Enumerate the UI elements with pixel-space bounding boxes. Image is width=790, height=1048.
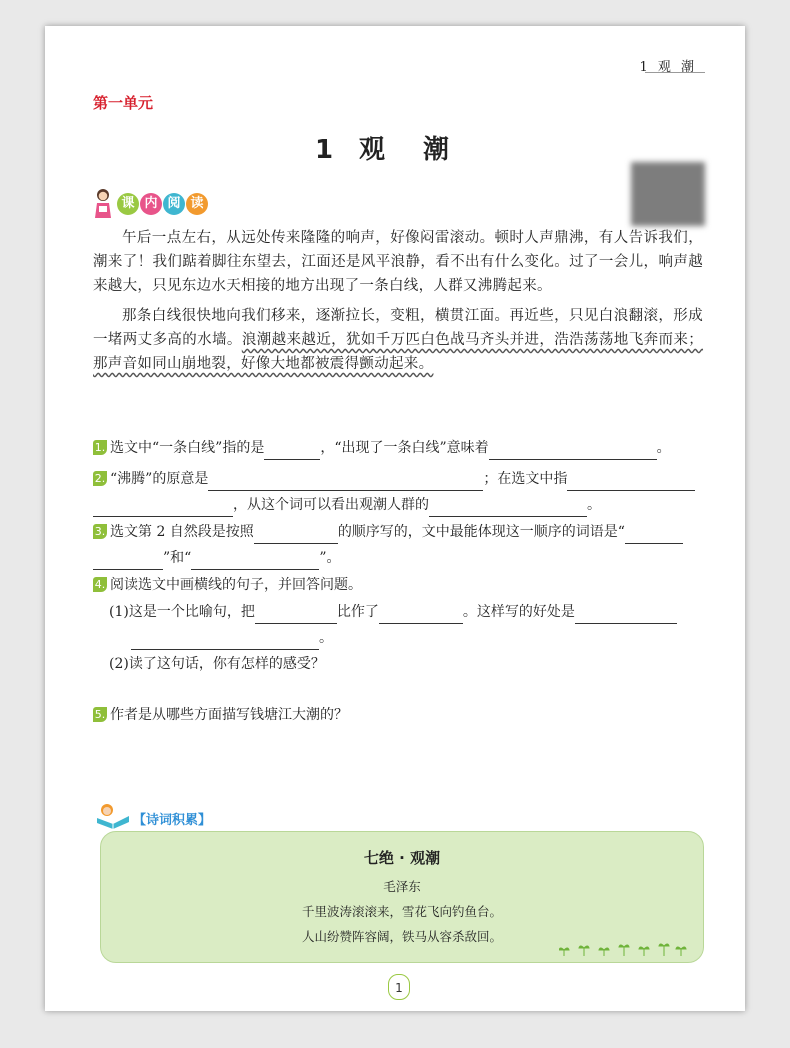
passage-paragraph-1: 午后一点左右，从远处传来隆隆的响声，好像闷雷滚动。顿时人声鼎沸，有人告诉我们，潮来了！我们踮着脚往东望去，江面还是风平浪静，看不出有什么变化。过了一会儿，响声越来越大，只见东边水天相接的地方出现了一条白线，人群又沸腾起来。 <box>93 230 703 294</box>
question-3-text-b: 的顺序写的，文中最能体现这一顺序的词语是“ <box>337 524 625 540</box>
answer-blank[interactable] <box>93 499 233 517</box>
answer-blank[interactable] <box>93 552 163 570</box>
question-number-3: 3. <box>94 525 106 538</box>
question-number-1: 1. <box>94 441 106 454</box>
question-4-sub-1-a: (1)这是一个比喻句，把 <box>109 604 255 620</box>
question-5 <box>93 703 713 727</box>
passage-paragraph-2 <box>93 304 703 376</box>
poem-title: 七绝 · 观潮 <box>363 849 441 867</box>
question-2-text-c: ，从这个词可以看出观潮人群的 <box>233 497 429 513</box>
question-4-sub-1 <box>109 600 729 624</box>
lesson-name: 观 潮 <box>359 135 456 165</box>
question-3-end: ”。 <box>319 550 341 566</box>
answer-blank[interactable] <box>254 526 338 544</box>
question-1-text-b: ，“出现了一条白线”意味着 <box>320 440 489 456</box>
question-5-text: 作者是从哪些方面描写钱塘江大潮的？ <box>110 707 348 723</box>
workbook-page <box>45 26 745 1011</box>
answer-blank[interactable] <box>489 442 657 460</box>
question-4-text: 阅读选文中画横线的句子，并回答问题。 <box>110 577 362 593</box>
question-number-4: 4. <box>94 578 106 591</box>
girl-reading-icon <box>93 188 113 220</box>
question-4-sub-2 <box>109 652 729 676</box>
answer-blank[interactable] <box>208 473 483 491</box>
answer-blank[interactable] <box>264 442 320 460</box>
badge-char-1: 课 <box>117 193 139 215</box>
passage-paragraph-2-plain: 那条白线很快地向我们移来，逐渐拉长，变粗，横贯江面。再近些，只见白浪翻滚，形成一堵两丈多高的水墙。 <box>93 308 703 348</box>
question-4-sub-1-end: 。 <box>319 630 333 646</box>
question-4-sub-1-b: 比作了 <box>336 604 379 620</box>
reading-badge <box>117 193 209 215</box>
question-1-end: 。 <box>656 440 671 456</box>
poem-line-1: 千里波涛滚滚来，雪花飞向钓鱼台。 <box>301 904 502 919</box>
section-badge-reading <box>93 188 209 220</box>
badge-char-2: 内 <box>140 193 162 215</box>
header-rule <box>645 72 705 73</box>
poem-box <box>100 831 704 963</box>
sprouts-decoration-icon <box>559 942 689 956</box>
reading-book-icon <box>95 802 131 830</box>
question-number-2: 2. <box>94 472 106 485</box>
answer-blank[interactable] <box>567 473 695 491</box>
answer-blank[interactable] <box>255 606 337 624</box>
answer-blank[interactable] <box>131 632 319 650</box>
badge-char-4: 读 <box>186 193 208 215</box>
unit-label: 第一单元 <box>93 94 154 112</box>
question-4-sub-1-line-2 <box>131 626 751 650</box>
poem-section-label <box>95 802 211 830</box>
question-1 <box>93 436 713 460</box>
answer-blank[interactable] <box>379 606 463 624</box>
poem-section-title: 【诗词积累】 <box>133 813 212 828</box>
page-number: 1 <box>388 974 410 1000</box>
question-4-sub-2-text: (2)读了这句话，你有怎样的感受？ <box>109 656 325 672</box>
question-2-text-a: “沸腾”的原意是 <box>110 471 209 487</box>
badge-char-3: 阅 <box>163 193 185 215</box>
question-4-sub-1-c: 。这样写的好处是 <box>462 604 575 620</box>
running-header: 1 观 潮 <box>639 60 697 75</box>
question-3-text-c: ”和“ <box>163 550 192 566</box>
lesson-title <box>45 129 745 166</box>
poem-author: 毛泽东 <box>383 879 421 894</box>
question-3-text-a: 选文第 2 自然段是按照 <box>110 524 254 540</box>
question-2-end: 。 <box>587 497 601 513</box>
answer-blank[interactable] <box>191 552 319 570</box>
question-2-text-b: ；在选文中指 <box>483 471 568 487</box>
question-number-5: 5. <box>94 708 106 721</box>
question-2 <box>93 467 713 491</box>
question-1-text-a: 选文中“一条白线”指的是 <box>110 440 265 456</box>
question-3 <box>93 520 713 544</box>
question-2-line-2 <box>93 493 713 517</box>
question-4 <box>93 573 713 597</box>
question-3-line-2 <box>93 546 713 570</box>
answer-blank[interactable] <box>625 526 683 544</box>
reading-passage <box>93 226 703 382</box>
answer-blank[interactable] <box>575 606 677 624</box>
underlined-sentence: 浪潮越来越近，犹如千万匹白色战马齐头并进，浩浩荡荡地飞奔而来；那声音如同山崩地裂，好像大地都被震得颤动起来。 <box>93 332 704 372</box>
answer-blank[interactable] <box>429 499 587 517</box>
qr-code-blurred <box>631 162 705 226</box>
lesson-number: 1 <box>314 135 340 165</box>
poem-line-2: 人山纷赞阵容阔，铁马从容杀敌回。 <box>301 929 502 944</box>
